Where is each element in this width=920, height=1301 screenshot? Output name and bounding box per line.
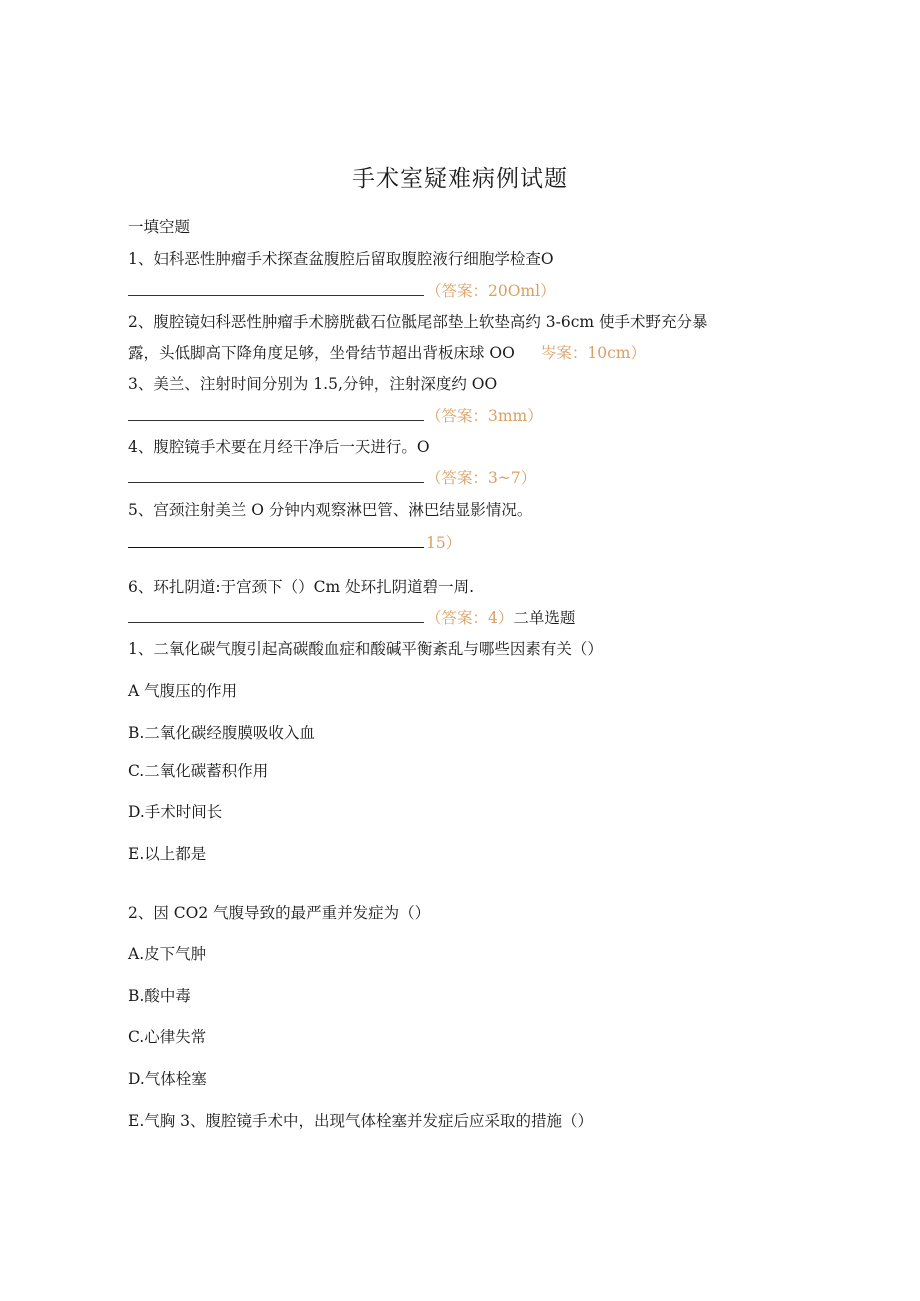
answer-blank	[128, 468, 424, 483]
question-text: 露，头低脚高下降角度足够，坐骨结节超出背板床球 OO	[128, 344, 515, 362]
answer-text: （答案：3mm）	[426, 407, 543, 425]
choice-option: C.二氧化碳蓄积作用	[128, 762, 269, 780]
fill-answer-line-5	[128, 532, 461, 554]
choice-option: D.手术时间长	[128, 803, 223, 821]
section-heading-choice: 二单选题	[513, 609, 576, 627]
answer-blank	[128, 281, 424, 296]
fill-answer-line-3	[128, 405, 543, 427]
fill-answer-line-1	[128, 280, 556, 302]
fill-question-5: 5、宫颈注射美兰 O 分钟内观察淋巴管、淋巴结显影情况。	[128, 501, 533, 519]
choice-option: A.皮下气肿	[128, 945, 207, 963]
fill-answer-line-4	[128, 467, 536, 489]
answer-text: （答案：20Oml）	[426, 282, 556, 300]
choice-option: B.二氧化碳经腹膜吸收入血	[128, 724, 315, 742]
page-title: 手术室疑难病例试题	[352, 166, 568, 192]
choice-option: C.心律失常	[128, 1028, 207, 1046]
choice-option: D.气体栓塞	[128, 1070, 207, 1088]
answer-text: 15）	[426, 534, 462, 552]
answer-text: （答案：4）	[426, 609, 514, 627]
answer-text: （答案：3~7）	[426, 469, 537, 487]
fill-question-6: 6、环扎阴道:于宫颈下（）Cm 处环扎阴道碧一周.	[128, 578, 474, 596]
fill-question-2-line-a: 2、腹腔镜妇科恶性肿瘤手术膀胱截石位骶尾部垫上软垫高约 3-6cm 使手术野充分暴	[128, 313, 708, 331]
fill-question-2-line-b	[128, 342, 646, 364]
answer-blank	[128, 608, 424, 623]
fill-answer-line-6	[128, 607, 575, 629]
choice-option-and-question-3: E.气胸 3、腹腔镜手术中，出现气体栓塞并发症后应采取的措施（）	[128, 1112, 594, 1130]
choice-option: B.酸中毒	[128, 987, 191, 1005]
section-heading-fill: 一填空题	[128, 218, 191, 236]
choice-question-1: 1、二氧化碳气腹引起高碳酸血症和酸碱平衡紊乱与哪些因素有关（）	[128, 640, 603, 658]
fill-question-4: 4、腹腔镜手术要在月经干净后一天进行。O	[128, 438, 430, 456]
choice-question-2: 2、因 CO2 气腹导致的最严重并发症为（）	[128, 904, 431, 922]
choice-option: E.以上都是	[128, 845, 207, 863]
fill-question-3: 3、美兰、注射时间分别为 1.5,分钟，注射深度约 OO	[128, 375, 498, 393]
answer-blank	[128, 533, 424, 548]
answer-text: 岑案：10cm）	[540, 344, 646, 362]
fill-question-1: 1、妇科恶性肿瘤手术探查盆腹腔后留取腹腔液行细胞学检查O	[128, 250, 554, 268]
answer-blank	[128, 406, 424, 421]
choice-option: A 气腹压的作用	[128, 682, 238, 700]
